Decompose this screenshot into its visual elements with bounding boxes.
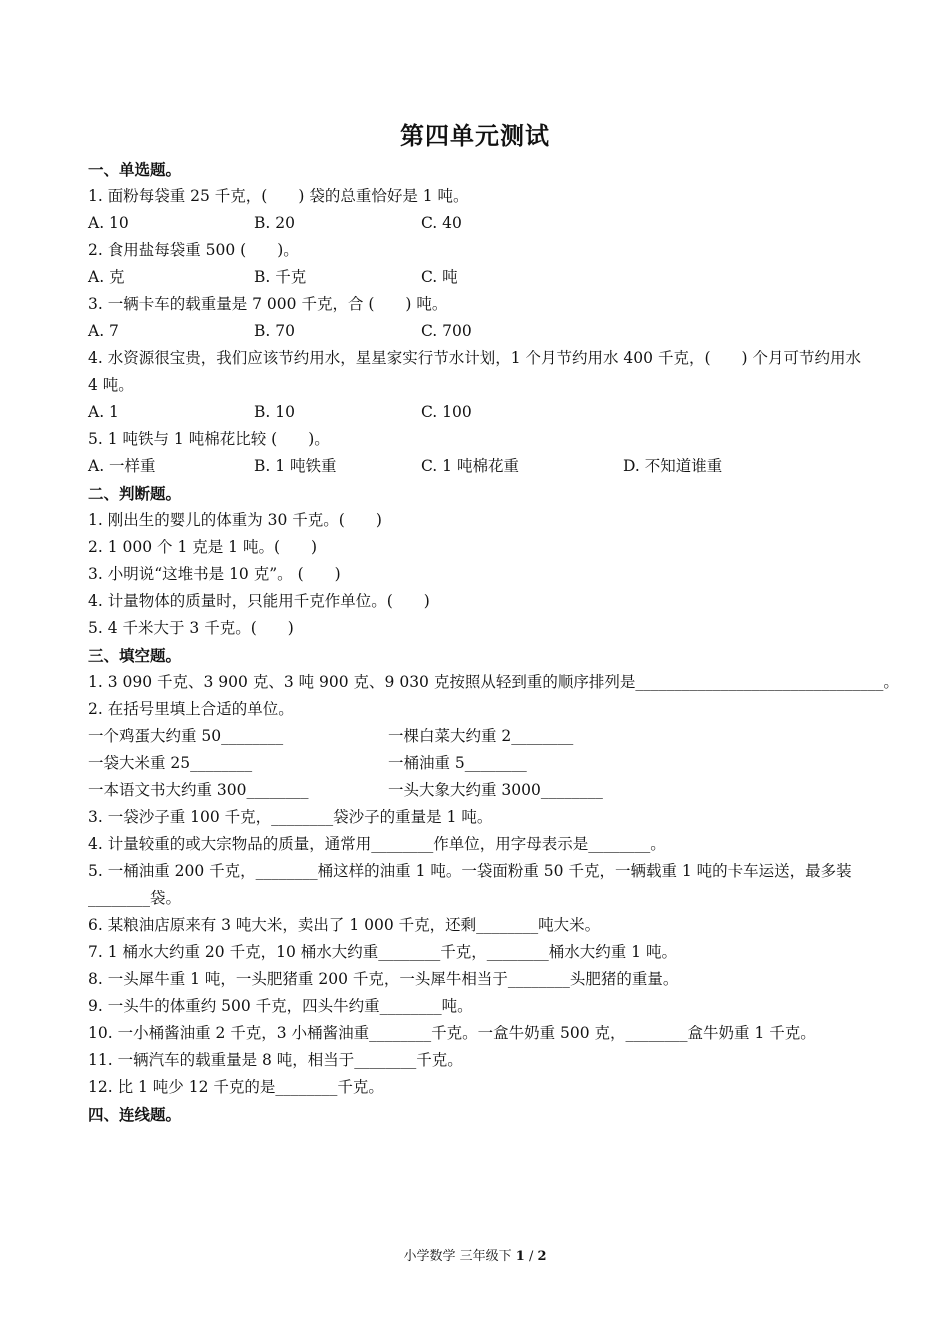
options-row	[88, 399, 868, 426]
option-a: A. 克	[88, 268, 125, 286]
fill-question: 9. 一头牛的体重约 500 千克，四头牛约重________吨。	[88, 997, 473, 1015]
footer-separator: /	[524, 1249, 538, 1264]
fill-question: 10. 一小桶酱油重 2 千克，3 小桶酱油重________千克。一盒牛奶重 500 克，________盒牛奶重 1 千克。	[88, 1024, 816, 1042]
options-row	[88, 453, 868, 480]
unit-item-left: 一袋大米重 25________	[88, 754, 253, 772]
unit-item-right: 一头大象大约重 3000________	[388, 781, 603, 799]
option-a: A. 7	[88, 322, 119, 340]
section-heading-matching: 四、连线题。	[88, 1105, 182, 1124]
fill-question: 8. 一头犀牛重 1 吨，一头肥猪重 200 千克，一头犀牛相当于________头肥猪的重量。	[88, 970, 679, 988]
section-heading-true-false: 二、判断题。	[88, 484, 182, 503]
option-a: A. 一样重	[88, 457, 156, 475]
fill-question: 5. 一桶油重 200 千克，________桶这样的油重 1 吨。一袋面粉重 50 千克，一辆载重 1 吨的卡车运送，最多装________袋。	[88, 862, 852, 907]
section-heading-fill-blank: 三、填空题。	[88, 646, 182, 665]
true-false-question: 5. 4 千米大于 3 千克。( )	[88, 619, 294, 637]
question-stem: 4. 水资源很宝贵，我们应该节约用水，星星家实行节水计划，1 个月节约用水 400 千克，( ) 个月可节约用水 4 吨。	[88, 349, 861, 394]
fill-question: 7. 1 桶水大约重 20 千克，10 桶水大约重________千克，________桶水大约重 1 吨。	[88, 943, 677, 961]
true-false-question: 4. 计量物体的质量时，只能用千克作单位。( )	[88, 592, 430, 610]
option-b: B. 1 吨铁重	[254, 457, 337, 475]
option-b: B. 10	[254, 403, 295, 421]
fill-question: 1. 3 090 千克、3 900 克、3 吨 900 克、9 030 克按照从轻到重的顺序排列是________________________________。	[88, 673, 899, 691]
fill-question: 12. 比 1 吨少 12 千克的是________千克。	[88, 1078, 384, 1096]
question-stem: 2. 食用盐每袋重 500 ( )。	[88, 241, 299, 259]
question-stem: 3. 一辆卡车的载重量是 7 000 千克，合 ( ) 吨。	[88, 295, 448, 313]
unit-item-left: 一本语文书大约重 300________	[88, 781, 309, 799]
true-false-question: 3. 小明说“这堆书是 10 克”。 ( )	[88, 565, 341, 583]
question-stem: 1. 面粉每袋重 25 千克，( ) 袋的总重恰好是 1 吨。	[88, 187, 469, 205]
fill-question: 2. 在括号里填上合适的单位。	[88, 700, 294, 718]
footer-page-number: 1	[515, 1249, 525, 1264]
section-heading-single-choice: 一、单选题。	[88, 160, 182, 179]
fill-question: 6. 某粮油店原来有 3 吨大米，卖出了 1 000 千克，还剩________吨大米。	[88, 916, 601, 934]
option-b: B. 千克	[254, 268, 307, 286]
option-c: C. 100	[421, 403, 472, 421]
unit-item-right: 一桶油重 5________	[388, 754, 527, 772]
option-a: A. 1	[88, 403, 119, 421]
unit-row	[88, 723, 868, 750]
page-content	[88, 156, 899, 1128]
option-c: C. 吨	[421, 268, 458, 286]
option-b: B. 70	[254, 322, 295, 340]
true-false-question: 2. 1 000 个 1 克是 1 吨。( )	[88, 538, 318, 556]
unit-row	[88, 750, 868, 777]
options-row	[88, 318, 868, 345]
option-d: D. 不知道谁重	[623, 457, 723, 475]
fill-question: 11. 一辆汽车的载重量是 8 吨，相当于________千克。	[88, 1051, 463, 1069]
option-a: A. 10	[88, 214, 129, 232]
unit-row	[88, 777, 868, 804]
option-c: C. 700	[421, 322, 472, 340]
question-stem: 5. 1 吨铁与 1 吨棉花比较 ( )。	[88, 430, 330, 448]
true-false-question: 1. 刚出生的婴儿的体重为 30 千克。( )	[88, 511, 382, 529]
page-footer	[0, 1245, 950, 1264]
option-c: C. 1 吨棉花重	[421, 457, 519, 475]
fill-question: 3. 一袋沙子重 100 千克，________袋沙子的重量是 1 吨。	[88, 808, 493, 826]
option-c: C. 40	[421, 214, 462, 232]
fill-question: 4. 计量较重的或大宗物品的质量，通常用________作单位，用字母表示是________。	[88, 835, 666, 853]
options-row	[88, 264, 868, 291]
unit-item-right: 一棵白菜大约重 2________	[388, 727, 574, 745]
unit-item-left: 一个鸡蛋大约重 50________	[88, 727, 284, 745]
options-row	[88, 210, 868, 237]
footer-subject: 小学数学 三年级下	[403, 1249, 512, 1264]
footer-page-total: 2	[537, 1249, 547, 1264]
page-title: 第四单元测试	[400, 121, 550, 150]
option-b: B. 20	[254, 214, 295, 232]
